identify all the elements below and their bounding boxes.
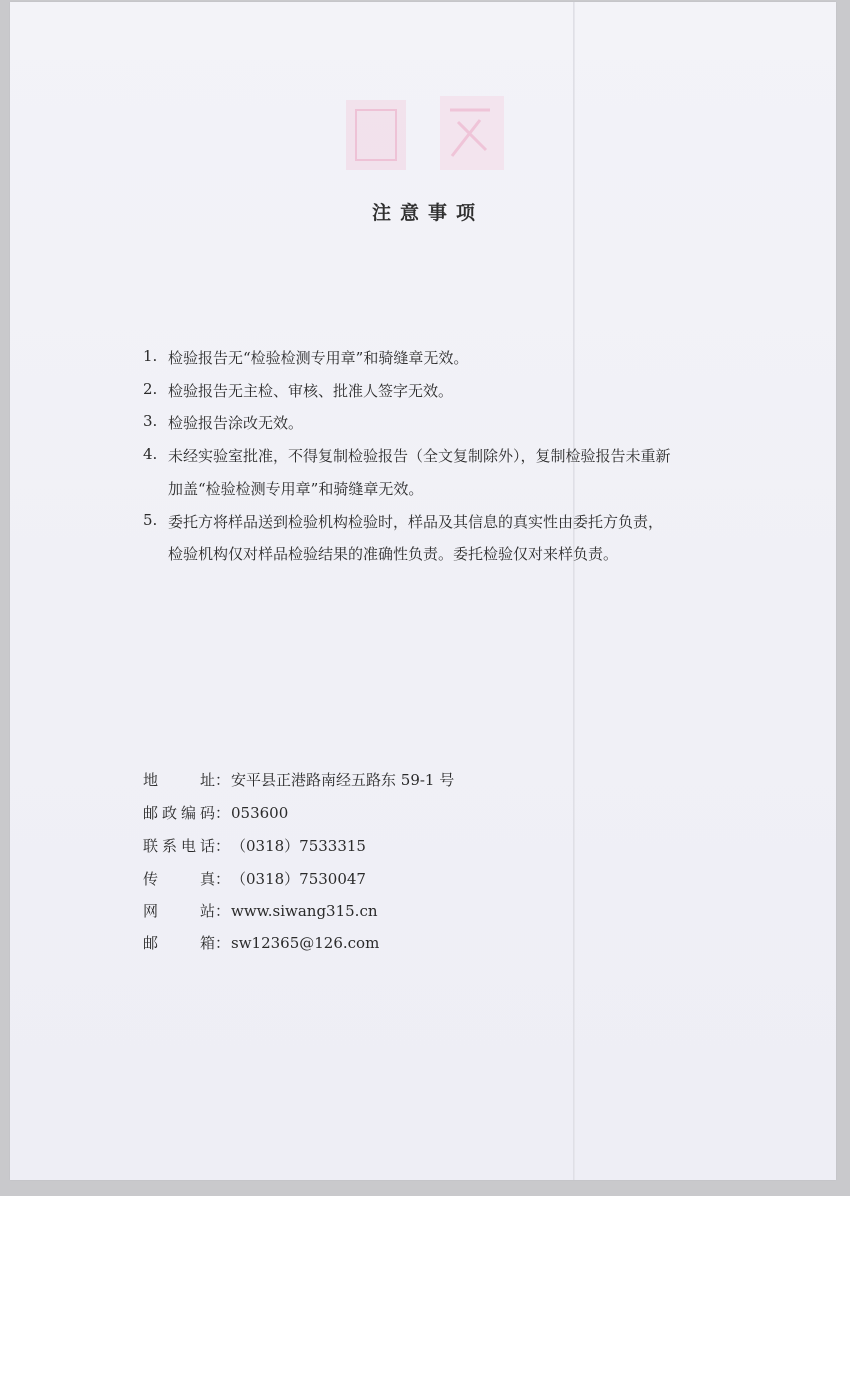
notice-number: 5. xyxy=(143,511,158,529)
contact-phone: 联系电话：（0318）7533315 xyxy=(143,837,366,855)
contact-email: 邮箱：sw12365@126.com xyxy=(143,934,380,952)
contact-label: 网站 xyxy=(143,902,215,920)
notice-text: 委托方将样品送到检验机构检验时，样品及其信息的真实性由委托方负责， xyxy=(168,513,664,531)
faded-stamp-mark xyxy=(340,90,510,180)
notice-text: 加盖“检验检测专用章”和骑缝章无效。 xyxy=(168,480,424,498)
contact-postcode: 邮政编码：053600 xyxy=(143,804,289,822)
contact-address: 地址：安平县正港路南经五路东 59-1 号 xyxy=(143,771,455,789)
contact-value: 安平县正港路南经五路东 59-1 号 xyxy=(231,771,455,789)
contact-label: 邮政编码 xyxy=(143,804,215,822)
fold-line xyxy=(573,2,575,1180)
contact-label: 地址 xyxy=(143,771,215,789)
notice-text: 检验报告无主检、审核、批准人签字无效。 xyxy=(168,382,454,400)
contact-label: 联系电话 xyxy=(143,837,215,855)
contact-value: （0318）7533315 xyxy=(231,837,366,855)
notice-number: 1. xyxy=(143,347,158,365)
contact-label: 邮箱 xyxy=(143,934,215,952)
contact-value: www.siwang315.cn xyxy=(231,902,378,920)
contact-label: 传真 xyxy=(143,870,215,888)
notice-text: 检验报告无“检验检测专用章”和骑缝章无效。 xyxy=(168,349,469,367)
notice-number: 4. xyxy=(143,445,158,463)
notice-number: 3. xyxy=(143,412,158,430)
page-title: 注意事项 xyxy=(371,202,484,224)
notice-number: 2. xyxy=(143,380,158,398)
contact-website: 网站：www.siwang315.cn xyxy=(143,902,378,920)
contact-fax: 传真：（0318）7530047 xyxy=(143,870,366,888)
document-page xyxy=(10,2,836,1180)
contact-value: sw12365@126.com xyxy=(231,934,380,952)
notice-text: 检验机构仅对样品检验结果的准确性负责。委托检验仅对来样负责。 xyxy=(168,545,619,563)
notice-text: 检验报告涂改无效。 xyxy=(168,414,304,432)
contact-value: 053600 xyxy=(231,804,289,822)
contact-value: （0318）7530047 xyxy=(231,870,366,888)
notice-text: 未经实验室批准，不得复制检验报告（全文复制除外），复制检验报告未重新 xyxy=(168,447,671,465)
